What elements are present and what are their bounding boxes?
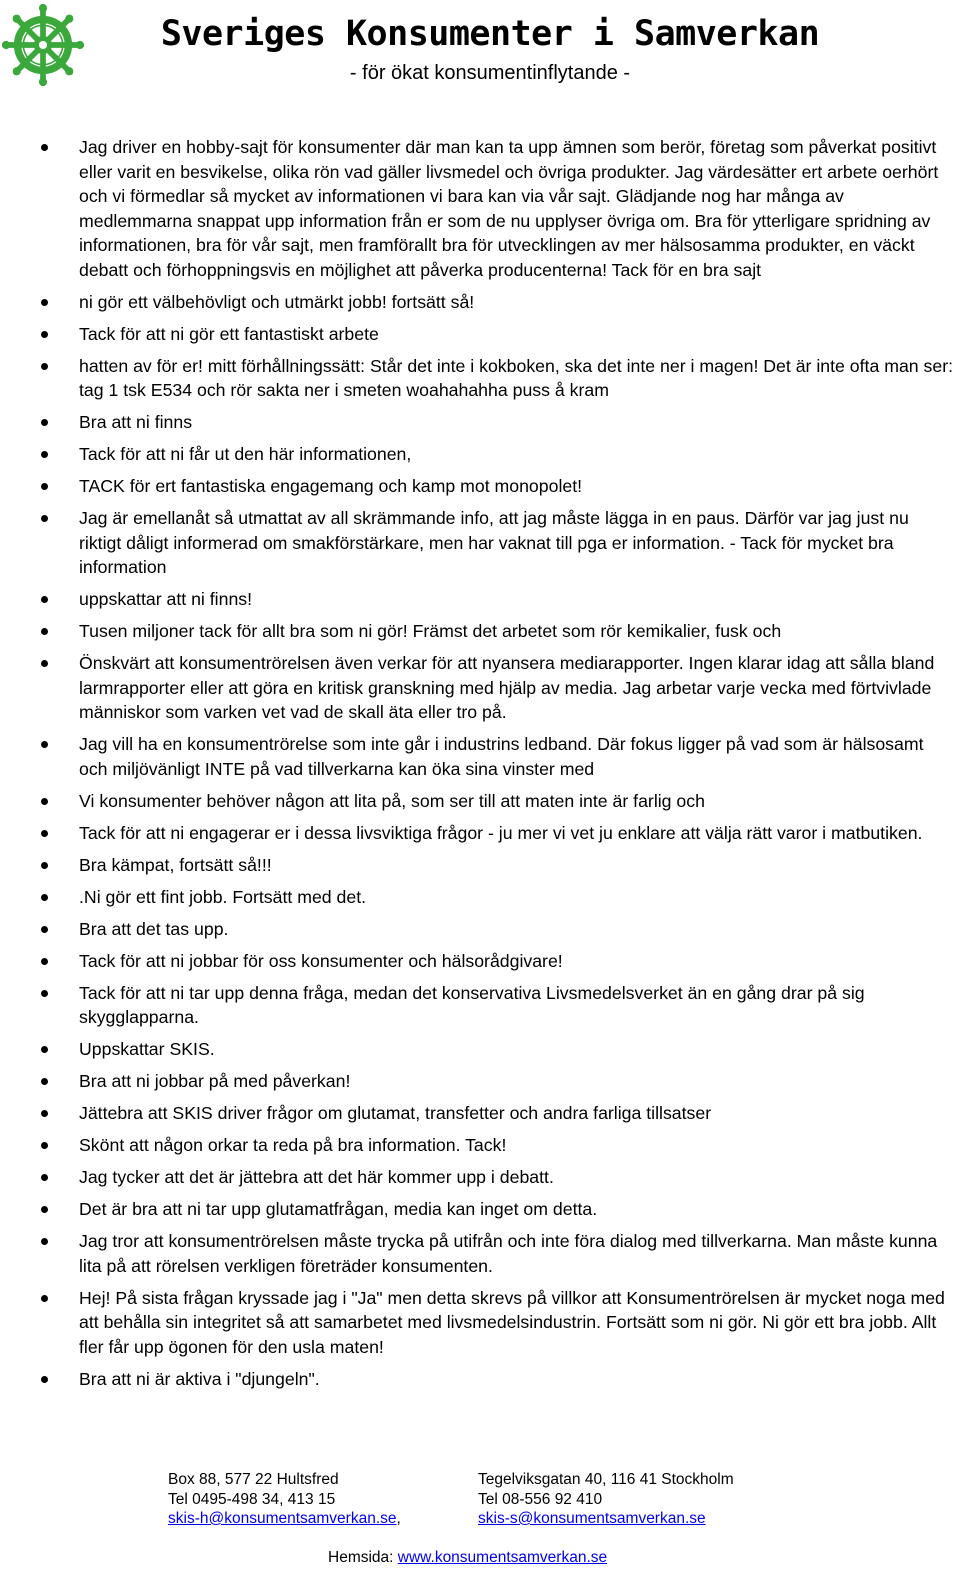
comment-text: Tack för att ni gör ett fantastiskt arbete xyxy=(79,323,379,344)
comment-item xyxy=(0,410,960,435)
bullet-icon xyxy=(41,1110,48,1117)
comment-item xyxy=(0,981,960,1030)
comment-text: Bra att ni finns xyxy=(79,412,193,432)
bullet-icon xyxy=(41,515,48,522)
comment-text: Jag tror att konsumentrörelsen måste trycka på utifrån och inte föra dialog med tillverkarna. Man måste kunna lita på att rörelsen verkligen företräder konsumenten. xyxy=(79,1231,938,1276)
bullet-icon xyxy=(41,419,48,426)
comment-text: Tack för att ni jobbar för oss konsumenter och hälsorådgivare! xyxy=(79,950,563,971)
organization-title: Sveriges Konsumenter i Samverkan xyxy=(160,14,820,54)
comment-item xyxy=(0,1037,960,1062)
comment-text: Jättebra att SKIS driver frågor om glutamat, transfetter och andra farliga tillsatser xyxy=(79,1103,712,1123)
comment-item xyxy=(0,1286,960,1360)
bullet-icon xyxy=(41,596,48,603)
comment-text: Hej! På sista frågan kryssade jag i "Ja" men detta skrevs på villkor att Konsumentrörelsen är mycket noga med att behålla sin integritet så att samarbetet med livsmedelsindustrin. Fortsätt som ni gör. Ni gör ett bra jobb. Allt fler får upp ögonen för den usla maten! xyxy=(79,1287,945,1357)
bullet-icon xyxy=(41,660,48,667)
comment-text: Tack för att ni får ut den här informationen, xyxy=(79,444,412,464)
footer-address: Box 88, 577 22 Hultsfred xyxy=(168,1471,339,1488)
comment-item xyxy=(0,885,960,910)
bullet-icon xyxy=(41,363,48,370)
comment-text: uppskattar att ni finns! xyxy=(79,589,253,609)
comment-text: Bra att ni är aktiva i "djungeln". xyxy=(79,1368,320,1389)
comment-text: Det är bra att ni tar upp glutamatfrågan, media kan inget om detta. xyxy=(79,1199,598,1219)
bullet-icon xyxy=(41,1206,48,1213)
homepage-label: Hemsida: xyxy=(328,1549,398,1566)
comment-text: Önskvärt att konsumentrörelsen även verkar för att nyansera mediarapporter. Ingen klarar idag att sålla bland larmrapporter eller att göra en kritisk granskning med hjälp av media. Jag arbetar varje vecka med förtvivlade människor som varken vet vad de skall äta eller tro på. xyxy=(79,653,935,722)
footer-email-row xyxy=(478,1509,734,1529)
bullet-icon xyxy=(41,144,48,151)
comment-item xyxy=(0,1101,960,1126)
comment-text: Jag vill ha en konsumentrörelse som inte går i industrins ledband. Där fokus ligger på vad som är hälsosamt och miljövänligt INTE på vad tillverkarna kan öka sina vinster med xyxy=(79,734,924,779)
ship-wheel-logo-icon xyxy=(2,4,84,86)
bullet-icon xyxy=(41,628,48,635)
comment-item xyxy=(0,821,960,846)
footer-email-row xyxy=(168,1509,401,1529)
homepage-row xyxy=(328,1548,607,1568)
bullet-icon xyxy=(41,1046,48,1053)
footer-address: Tegelviksgatan 40, 116 41 Stockholm xyxy=(478,1471,734,1488)
comment-text: Tack för att ni engagerar er i dessa livsviktiga frågor - ju mer vi vet ju enklare att välja rätt varor i matbutiken. xyxy=(79,822,923,843)
comment-text: Uppskattar SKIS. xyxy=(79,1039,215,1059)
comment-text: Jag tycker att det är jättebra att det här kommer upp i debatt. xyxy=(79,1167,554,1187)
comment-text: hatten av för er! mitt förhållningssätt: Står det inte i kokboken, ska det inte ner i magen! Det är inte ofta man ser: tag 1 tsk E534 och rör sakta ner i smeten woahahahha puss å kram xyxy=(79,355,954,400)
footer-phone: Tel 08-556 92 410 xyxy=(478,1490,603,1508)
comment-item xyxy=(0,1165,960,1190)
footer-phone: Tel 0495-498 34, 413 15 xyxy=(168,1490,336,1508)
comment-item xyxy=(0,474,960,499)
footer xyxy=(0,1470,960,1580)
comment-item xyxy=(0,917,960,942)
email-separator: , xyxy=(396,1510,401,1527)
comment-item xyxy=(0,853,960,878)
bullet-icon xyxy=(41,1078,48,1085)
bullet-icon xyxy=(41,1295,48,1302)
bullet-icon xyxy=(41,1142,48,1149)
comment-text: Bra kämpat, fortsätt så!!! xyxy=(79,854,272,875)
comment-item xyxy=(0,322,960,347)
comment-text: Vi konsumenter behöver någon att lita på, som ser till att maten inte är farlig och xyxy=(79,790,705,811)
bullet-icon xyxy=(41,926,48,933)
organization-tagline: - för ökat konsumentinflytande - xyxy=(349,62,631,84)
comment-item xyxy=(0,789,960,814)
bullet-icon xyxy=(41,798,48,805)
comment-item xyxy=(0,290,960,315)
comment-item xyxy=(0,1197,960,1222)
email-link-stockholm[interactable]: skis-s@konsumentsamverkan.se xyxy=(478,1510,706,1527)
bullet-icon xyxy=(41,1376,48,1383)
bullet-icon xyxy=(41,990,48,997)
bullet-icon xyxy=(41,958,48,965)
footer-contact-hultsfred xyxy=(168,1470,401,1529)
comment-item xyxy=(0,506,960,580)
homepage-link[interactable]: www.konsumentsamverkan.se xyxy=(397,1549,608,1566)
bullet-icon xyxy=(41,451,48,458)
comment-text: Jag driver en hobby-sajt för konsumenter där man kan ta upp ämnen som berör, företag som påverkat positivt eller varit en besvikelse, olika rön vad gäller livsmedel och övriga produkter. Jag värdesätter ert arbete oerhört och vi förmedlar så mycket av informationen vi bara kan via vår sajt. Glädjande nog har många av medlemmarna snappat upp information från er som de nu upplyser övriga om. Bra för ytterligare spridning av informationen, bra för vår sajt, men framförallt bra för utvecklingen av mer hälsosamma produkter, en väckt debatt och förhoppningsvis en möjlighet att påverka producenterna! Tack för en bra sajt xyxy=(79,137,939,280)
bullet-icon xyxy=(41,1174,48,1181)
comment-text: Skönt att någon orkar ta reda på bra information. Tack! xyxy=(79,1135,507,1155)
comment-item xyxy=(0,1069,960,1094)
bullet-icon xyxy=(41,1238,48,1245)
comment-item xyxy=(0,587,960,612)
comment-item xyxy=(0,732,960,781)
bullet-icon xyxy=(41,483,48,490)
bullet-icon xyxy=(41,331,48,338)
comment-text: Bra att ni jobbar på med påverkan! xyxy=(79,1071,351,1091)
comment-item xyxy=(0,949,960,974)
comment-item xyxy=(0,651,960,725)
comment-item xyxy=(0,619,960,644)
comment-text: ni gör ett välbehövligt och utmärkt jobb! fortsätt så! xyxy=(79,291,475,312)
bullet-icon xyxy=(41,741,48,748)
bullet-icon xyxy=(41,299,48,306)
comment-item xyxy=(0,1229,960,1278)
comment-text: Bra att det tas upp. xyxy=(79,918,229,939)
comment-text: .Ni gör ett fint jobb. Fortsätt med det. xyxy=(79,886,367,907)
comment-item xyxy=(0,1133,960,1158)
bullet-icon xyxy=(41,830,48,837)
footer-contact-stockholm xyxy=(478,1470,734,1529)
comment-text: Jag är emellanåt så utmattat av all skrämmande info, att jag måste lägga in en paus. Därför var jag just nu riktigt dåligt informerad om smakförstärkare, men har vaknat till pga er information. - Tack för mycket bra information xyxy=(79,508,909,577)
comment-item xyxy=(0,135,960,282)
bullet-icon xyxy=(41,862,48,869)
bullet-icon xyxy=(41,894,48,901)
comment-text: TACK för ert fantastiska engagemang och kamp mot monopolet! xyxy=(79,476,583,496)
comment-item xyxy=(0,354,960,403)
comment-text: Tack för att ni tar upp denna fråga, medan det konservativa Livsmedelsverket än en gång drar på sig skygglapparna. xyxy=(79,982,865,1027)
comment-text: Tusen miljoner tack för allt bra som ni gör! Främst det arbetet som rör kemikalier, fusk och xyxy=(79,621,782,641)
comment-item xyxy=(0,442,960,467)
comment-item xyxy=(0,1367,960,1392)
email-link-hultsfred[interactable]: skis-h@konsumentsamverkan.se xyxy=(168,1510,397,1527)
comment-list xyxy=(0,135,960,1399)
